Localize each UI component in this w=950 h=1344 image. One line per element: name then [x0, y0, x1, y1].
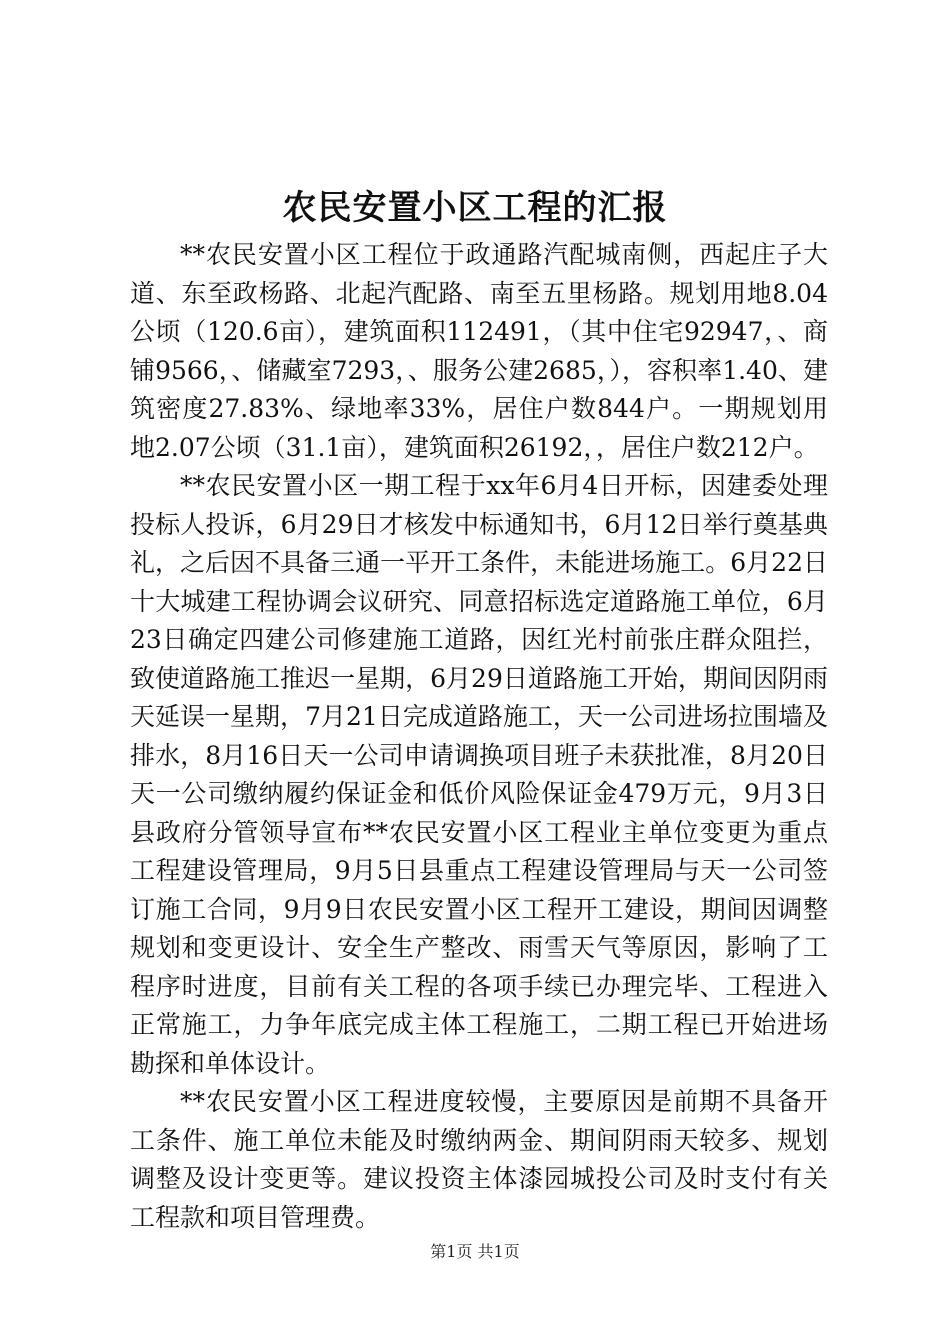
page-footer: 第1页 共1页: [430, 1242, 520, 1261]
paragraph-project-overview: **农民安置小区工程位于政通路汽配城南侧，西起庄子大道、东至政杨路、北起汽配路、南至五里杨路。规划用地8.04公顷（120.6亩），建筑面积112491，（其中住宅92947，、商铺9566，、储藏室7293，、服务公建2685，），容积率1.40、建筑密度27.83%、绿地率33%，居住户数844户。一期规划用地2.07公顷（31.1亩），建筑面积26192，，居住户数212户。: [130, 240, 828, 462]
document-body: [130, 236, 828, 1237]
paragraph-issues-and-suggestions: **农民安置小区工程进度较慢，主要原因是前期不具备开工条件、施工单位未能及时缴纳两金、期间阴雨天较多、规划调整及设计变更等。建议投资主体漆园城投公司及时支付有关工程款和项目管理费。: [130, 1087, 828, 1232]
document-title: 农民安置小区工程的汇报: [282, 188, 668, 228]
paragraph-construction-timeline: **农民安置小区一期工程于xx年6月4日开标，因建委处理投标人投诉，6月29日才核发中标通知书，6月12日举行奠基典礼，之后因不具备三通一平开工条件，未能进场施工。6月22日十大城建工程协调会议研究、同意招标选定道路施工单位，6月23日确定四建公司修建施工道路，因红光村前张庄群众阻拦，致使道路施工推迟一星期，6月29日道路施工开始，期间因阴雨天延误一星期，7月21日完成道路施工，天一公司进场拉围墙及排水，8月16日天一公司申请调换项目班子未获批准，8月20日天一公司缴纳履约保证金和低价风险保证金479万元，9月3日县政府分管领导宣布**农民安置小区工程业主单位变更为重点工程建设管理局，9月5日县重点工程建设管理局与天一公司签订施工合同，9月9日农民安置小区工程开工建设，期间因调整规划和变更设计、安全生产整改、雨雪天气等原因，影响了工程序时进度，目前有关工程的各项手续已办理完毕、工程进入正常施工，力争年底完成主体工程施工，二期工程已开始进场勘探和单体设计。: [130, 471, 828, 1078]
